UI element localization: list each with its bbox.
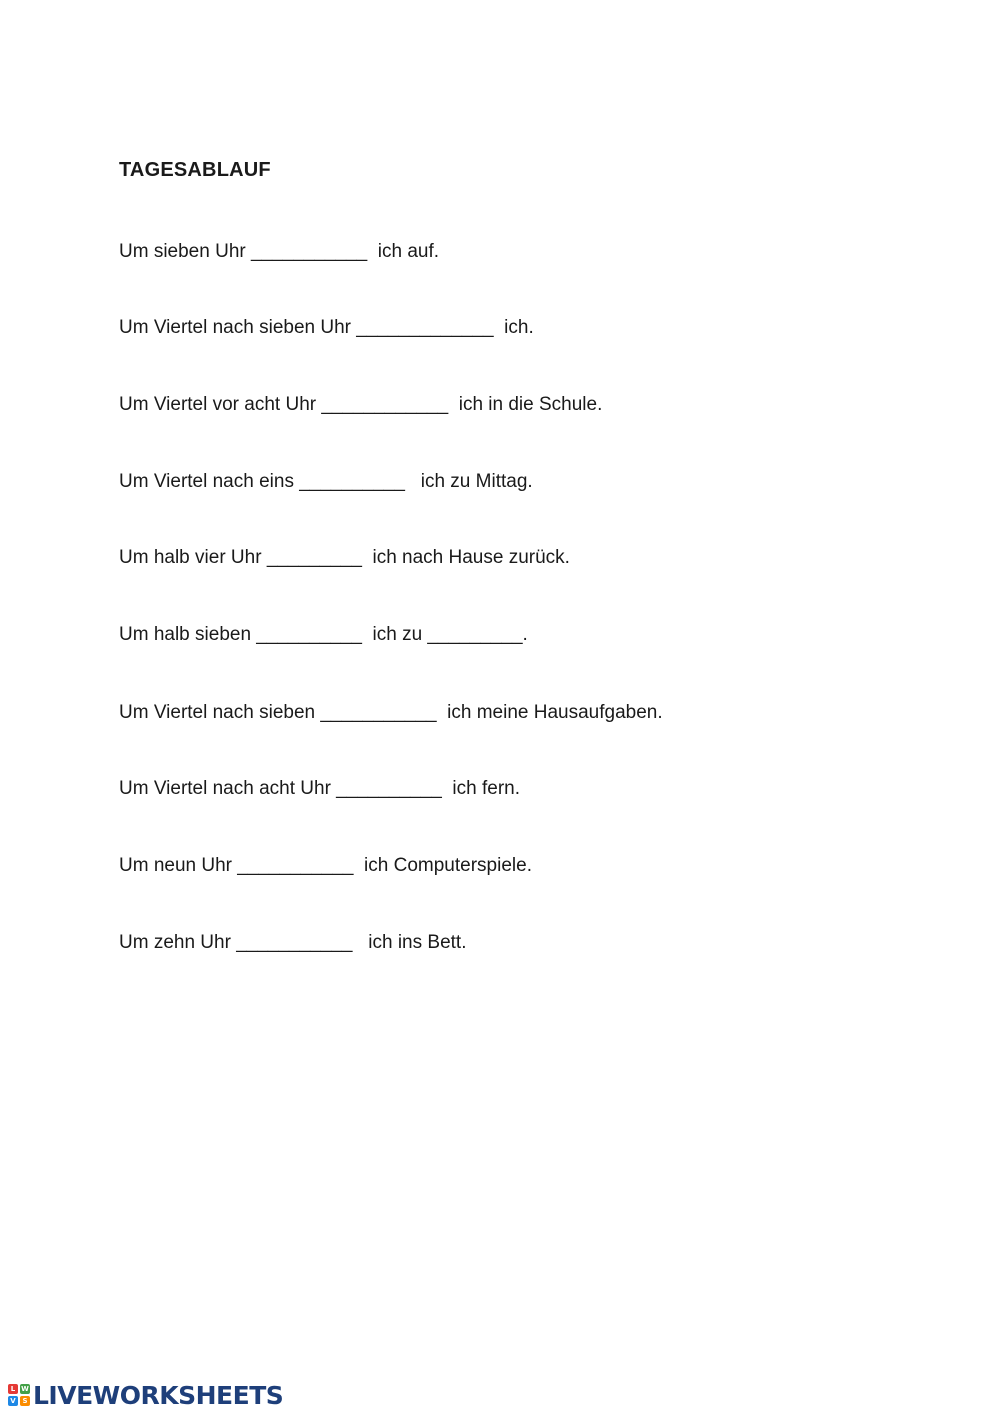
logo-tile: V — [8, 1396, 18, 1406]
sentence-line: Um halb vier Uhr _________ ich nach Hause zurück. — [119, 547, 570, 568]
sentence-line: Um halb sieben __________ ich zu _________. — [119, 624, 528, 645]
logo-tile: W — [21, 1385, 29, 1393]
brand-wordmark: LIVEWORKSHEETS — [33, 1380, 284, 1410]
worksheet-title: TAGESABLAUF — [119, 159, 271, 181]
sentence-line: Um Viertel nach eins __________ ich zu Mittag. — [119, 471, 533, 492]
sentence-line: Um neun Uhr ___________ ich Computerspiele. — [119, 855, 532, 876]
sentence-line: Um sieben Uhr ___________ ich auf. — [119, 241, 440, 262]
sentence-line: Um zehn Uhr ___________ ich ins Bett. — [119, 932, 467, 953]
sentence-line: Um Viertel nach acht Uhr __________ ich fern. — [119, 778, 520, 799]
logo-tile: S — [20, 1396, 30, 1406]
liveworksheets-logo-icon — [8, 1384, 30, 1406]
sentence-line: Um Viertel vor acht Uhr ____________ ich in die Schule. — [119, 394, 603, 415]
logo-tile: L — [8, 1384, 18, 1394]
sentence-line: Um Viertel nach sieben ___________ ich meine Hausaufgaben. — [119, 702, 663, 723]
liveworksheets-footer — [8, 1380, 283, 1410]
sentence-line: Um Viertel nach sieben Uhr _____________ ich. — [119, 317, 534, 338]
